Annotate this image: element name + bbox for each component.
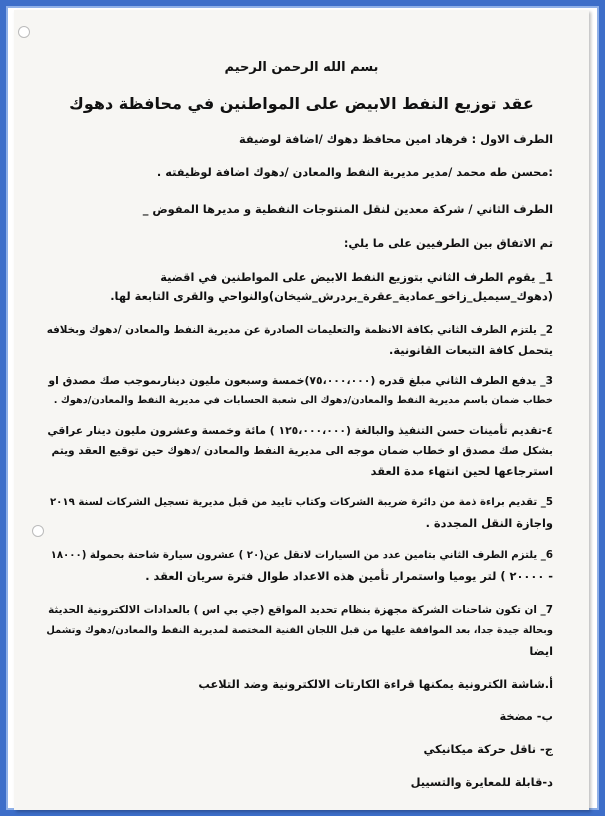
item-a: أ.شاشة الكترونية يمكنها قراءة الكارتات الالكترونية وضد التلاعب xyxy=(198,677,553,691)
item-d: د-قابلة للمعايرة والتسييل xyxy=(410,775,553,789)
clause-7-line-3: ايضا xyxy=(529,644,553,658)
clause-3-line-2: خطاب ضمان باسم مديرية النفط والمعادن/دهوك الى شعبة الحسابات في مديرية النفط والمعادن/دهوك . xyxy=(53,395,553,406)
contract-title: عقد توزيع النفط الابيض على المواطنين في محافظة دهوك xyxy=(69,94,534,113)
party-two: الطرف الثاني / شركة معدين لنقل المنتوجات النفطية و مديرها المفوض _ xyxy=(142,202,553,216)
agreement-intro: تم الاتفاق بين الطرفيين على ما يلي: xyxy=(343,236,553,250)
basmala: بسم الله الرحمن الرحيم xyxy=(224,60,379,75)
party-one: الطرف الاول : فرهاد امين محافظ دهوك /اضافة لوضيفة xyxy=(238,132,553,146)
clause-4-line-1: ٤-تقديم تأمينات حسن التنفيذ والبالغة (١٢٥،٠٠٠،٠٠٠ ) مائة وخمسة وعشرون مليون دينار عراقي xyxy=(47,424,553,437)
clause-1-line-2: (دهوك_سيميل_زاخو_عمادية_عقرة_بردرش_شيخان)والنواحي والقرى التابعة لها. xyxy=(110,289,553,303)
clause-4-line-2: بشكل صك مصدق او خطاب ضمان موجه الى مديرية النفط والمعادن /دهوك حين توقيع العقد ويتم xyxy=(51,445,553,457)
clause-5-line-1: 5_ تقديم براءة ذمة من دائرة ضريبة الشركات وكتاب تاييد من قبل مديرية تسجيل الشركات لسنة ٢٠١٩ xyxy=(49,497,553,508)
punch-hole-top xyxy=(18,26,30,38)
clause-6-line-2: - ٢٠٠٠٠ ) لتر يوميا واستمرار تأمين هذه الاعداد طوال فترة سريان العقد . xyxy=(145,569,553,583)
clause-6-line-1: 6_ يلتزم الطرف الثاني بتامين عدد من السيارات لانقل عن(٢٠ ) عشرون سيارة شاحنة بحمولة (١٨٠٠٠ xyxy=(50,550,553,561)
document-page xyxy=(14,10,589,810)
clause-1-line-1: 1_ يقوم الطرف الثاني بتوزيع النفط الابيض على المواطنين في اقضية xyxy=(160,270,553,284)
clause-7-line-2: وبحالة جيدة جدا، بعد الموافقة عليها من قبل اللجان الفنية المختصة لمديرية النفط والمعادن/دهوك وتشمل xyxy=(46,625,553,636)
clause-7-line-1: 7_ ان تكون شاحنات الشركة مجهزة بنظام تحديد المواقع (جي بي اس ) بالعدادات الالكترونية الحديثة xyxy=(48,604,553,616)
item-c: ج- ناقل حركة ميكانيكي xyxy=(423,742,553,756)
item-b: ب- مضخة xyxy=(499,709,553,723)
punch-hole-bottom xyxy=(32,525,44,537)
clause-4-line-3: استرجاعها لحين انتهاء مدة العقد xyxy=(370,464,553,478)
clause-3-line-1: 3_ يدفع الطرف الثاني مبلغ قدره (٧٥،٠٠٠،٠٠٠)خمسة وسبعون مليون دينارىموجب صك مصدق او xyxy=(48,374,553,387)
party-one-representative: :محسن طه محمد /مدير مديرية النفط والمعادن /دهوك اضافة لوظيفته . xyxy=(156,165,553,179)
clause-2-line-2: يتحمل كافة التبعات القانونية. xyxy=(389,343,553,357)
clause-2-line-1: 2_ يلتزم الطرف الثاني بكافة الانظمة والتعليمات الصادرة عن مديرية النفط والمعادن /دهوك وبخلافه xyxy=(46,324,553,336)
clause-5-line-2: واجازة النقل المجددة . xyxy=(425,516,553,530)
